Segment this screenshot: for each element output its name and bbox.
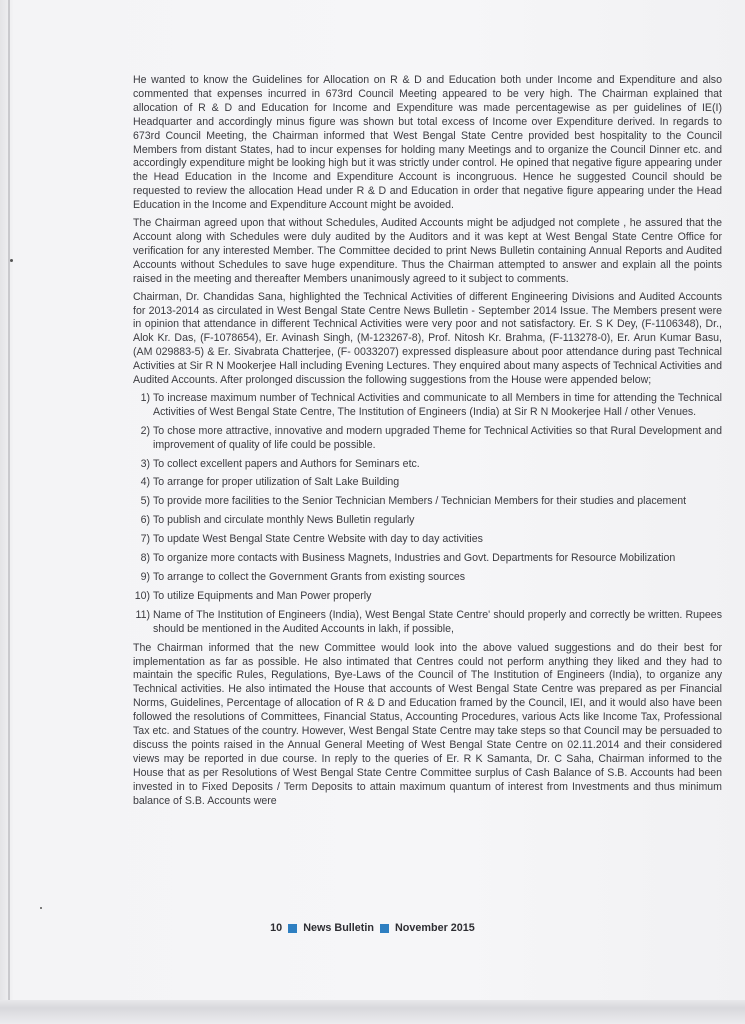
scan-speck: [10, 259, 13, 262]
list-item: [133, 514, 722, 528]
list-item-number: 10): [134, 589, 150, 602]
paragraph-allocation-guidelines: He wanted to know the Guidelines for Allocation on R & D and Education both under Income and Expenditure and also commented that expenses incurred in 673rd Council Meeting appeared to be very high. The Chairman explained that allocation of R & D and Education for Income and Expenditure was made percentagewise as per guidelines of IE(I) Headquarter and accordingly minus figure was shown but total excess of Income over Expenditure derived. In regards to 673rd Council Meeting, the Chairman informed that West Bengal State Centre provided best hospitality to the Council Members from distant States, had to incur expenses for holding many Meetings and to organize the Council Dinner etc. and accordingly expenditure might be looking high but it was strictly under control. He opined that negative figure appearing under the Head Education in the Income and Expenditure Account is incongruous. Hence he suggested Council should be requested to review the allocation Head under R & D and Education in order that negative figure appearing under the Head Education in the Income and Expenditure Account might be avoided.: [133, 74, 722, 212]
list-item-number: 4): [140, 476, 150, 489]
issue-date: November 2015: [394, 922, 475, 935]
page-bottom-edge: [0, 1000, 745, 1024]
list-item: [133, 571, 722, 585]
list-item-text: To arrange for proper utilization of Salt Lake Building: [153, 476, 400, 489]
list-item-number: 7): [140, 533, 150, 546]
list-item-number: 6): [140, 514, 150, 527]
list-item-number: 5): [140, 495, 150, 508]
list-item: [133, 425, 722, 453]
list-item: [133, 533, 722, 547]
list-item-text: To organize more contacts with Business Magnets, Industries and Govt. Departments for Resource Mobilization: [153, 552, 676, 565]
list-item-text: To increase maximum number of Technical Activities and communicate to all Members in time for attending the Technical Activities of West Bengal State Centre, The Institution of Engineers (India) at Sir R N Mookerjee Hall / other Venues.: [153, 391, 722, 418]
list-item-text: Name of The Institution of Engineers (India), West Bengal State Centre' should properly and correctly be written. Rupees should be mentioned in the Audited Accounts in lakh, if possible,: [153, 608, 722, 635]
list-item-text: To provide more facilities to the Senior Technician Members / Technician Members for their studies and placement: [153, 495, 687, 508]
list-item: [133, 476, 722, 490]
list-item: [133, 392, 722, 420]
page-number: 10: [270, 922, 283, 935]
list-item-text: To update West Bengal State Centre Website with day to day activities: [153, 533, 483, 546]
list-item-number: 2): [140, 424, 150, 437]
paragraph-chairman-response: The Chairman informed that the new Committee would look into the above valued suggestions and do their best for implementation as far as possible. He also intimated that Centres could not perform anything they liked and they had to maintain the specific Rules, Regulations, Bye-Laws of the Council of The Institution of Engineers (India), to organize any Technical activities. He also intimated the House that accounts of West Bengal State Centre was prepared as per Financial Norms, Guidelines, Percentage of allocation of R & D and Education framed by the Council, IEI, and it would also have been followed the resolutions of Committees, Financial Status, Accounting Procedures, various Acts like Income Tax, Professional Tax etc. and Statues of the country. However, West Bengal State Centre may take steps so that Council may be persuaded to discuss the points raised in the Annual General Meeting of West Bengal State Centre on 02.11.2014 and their considered views may be reported in due course. In reply to the queries of Er. R K Samanta, Dr. C Saha, Chairman informed to the House that as per Resolutions of West Bengal State Centre Committee surplus of Cash Balance of S.B. Accounts had been invested in to Fixed Deposits / Term Deposits to attain maximum quantum of interest from Investments and thus minimum balance of S.B. Accounts were: [133, 641, 722, 807]
list-item-text: To arrange to collect the Government Grants from existing sources: [153, 571, 466, 583]
paragraph-technical-activities: Chairman, Dr. Chandidas Sana, highlighted the Technical Activities of different Engineering Divisions and Audited Accounts for 2013-2014 as circulated in West Bengal State Centre News Bulletin - September 2014 Issue. The Members present were in opinion that attendance in different Technical Activities were very poor and not satisfactory. Er. S K Dey, (F-1106348), Dr., Alok Kr. Das, (F-1078654), Er. Avinash Singh, (M-123267-8), Prof. Nitosh Kr. Brahma, (F-113278-0), Er. Arun Kumar Basu, (AM 029883-5) & Er. Sivabrata Chatterjee, (F- 0033207) expressed displeasure about poor attendance during past Technical Activities at Sir R N Mookerjee Hall including Evening Lectures. They enquired about many aspects of Technical Activities and Audited Accounts. After prolonged discussion the following suggestions from the House were appended below;: [133, 290, 722, 387]
suggestions-list: [133, 392, 722, 637]
document-body: [133, 74, 722, 813]
list-item-number: 8): [140, 552, 150, 565]
square-bullet-icon: [288, 924, 297, 933]
list-item: [133, 495, 722, 509]
list-item: [133, 552, 722, 566]
list-item-text: To publish and circulate monthly News Bulletin regularly: [153, 514, 415, 527]
list-item: [133, 458, 722, 472]
page-footer: [0, 922, 745, 934]
list-item-number: 1): [140, 391, 150, 404]
list-item-number: 11): [135, 608, 150, 621]
paragraph-audited-accounts: The Chairman agreed upon that without Schedules, Audited Accounts might be adjudged not complete , he assured that the Account along with Schedules were duly audited by the Auditors and it was kept at West Bengal State Centre Office for verification for any interested Member. The Committee decided to print News Bulletin containing Annual Reports and Audited Accounts without Schedules to save huge expenditure. Thus the Chairman attempted to answer and explain all the points raised in the meeting and thereafter Members unanimously agreed to it subject to comments.: [133, 217, 722, 285]
list-item-text: To collect excellent papers and Authors for Seminars etc.: [153, 457, 420, 470]
list-item-text: To utilize Equipments and Man Power properly: [153, 589, 372, 602]
list-item-number: 3): [140, 457, 150, 470]
publication-name: News Bulletin: [303, 922, 374, 935]
scan-speck: [40, 907, 42, 909]
list-item-text: To chose more attractive, innovative and modern upgraded Theme for Technical Activities so that Rural Development and improvement of quality of life could be possible.: [153, 424, 722, 451]
square-bullet-icon: [380, 924, 389, 933]
list-item: [133, 609, 722, 637]
list-item: [133, 590, 722, 604]
page-binding-edge: [8, 0, 10, 1024]
list-item-number: 9): [140, 571, 150, 583]
